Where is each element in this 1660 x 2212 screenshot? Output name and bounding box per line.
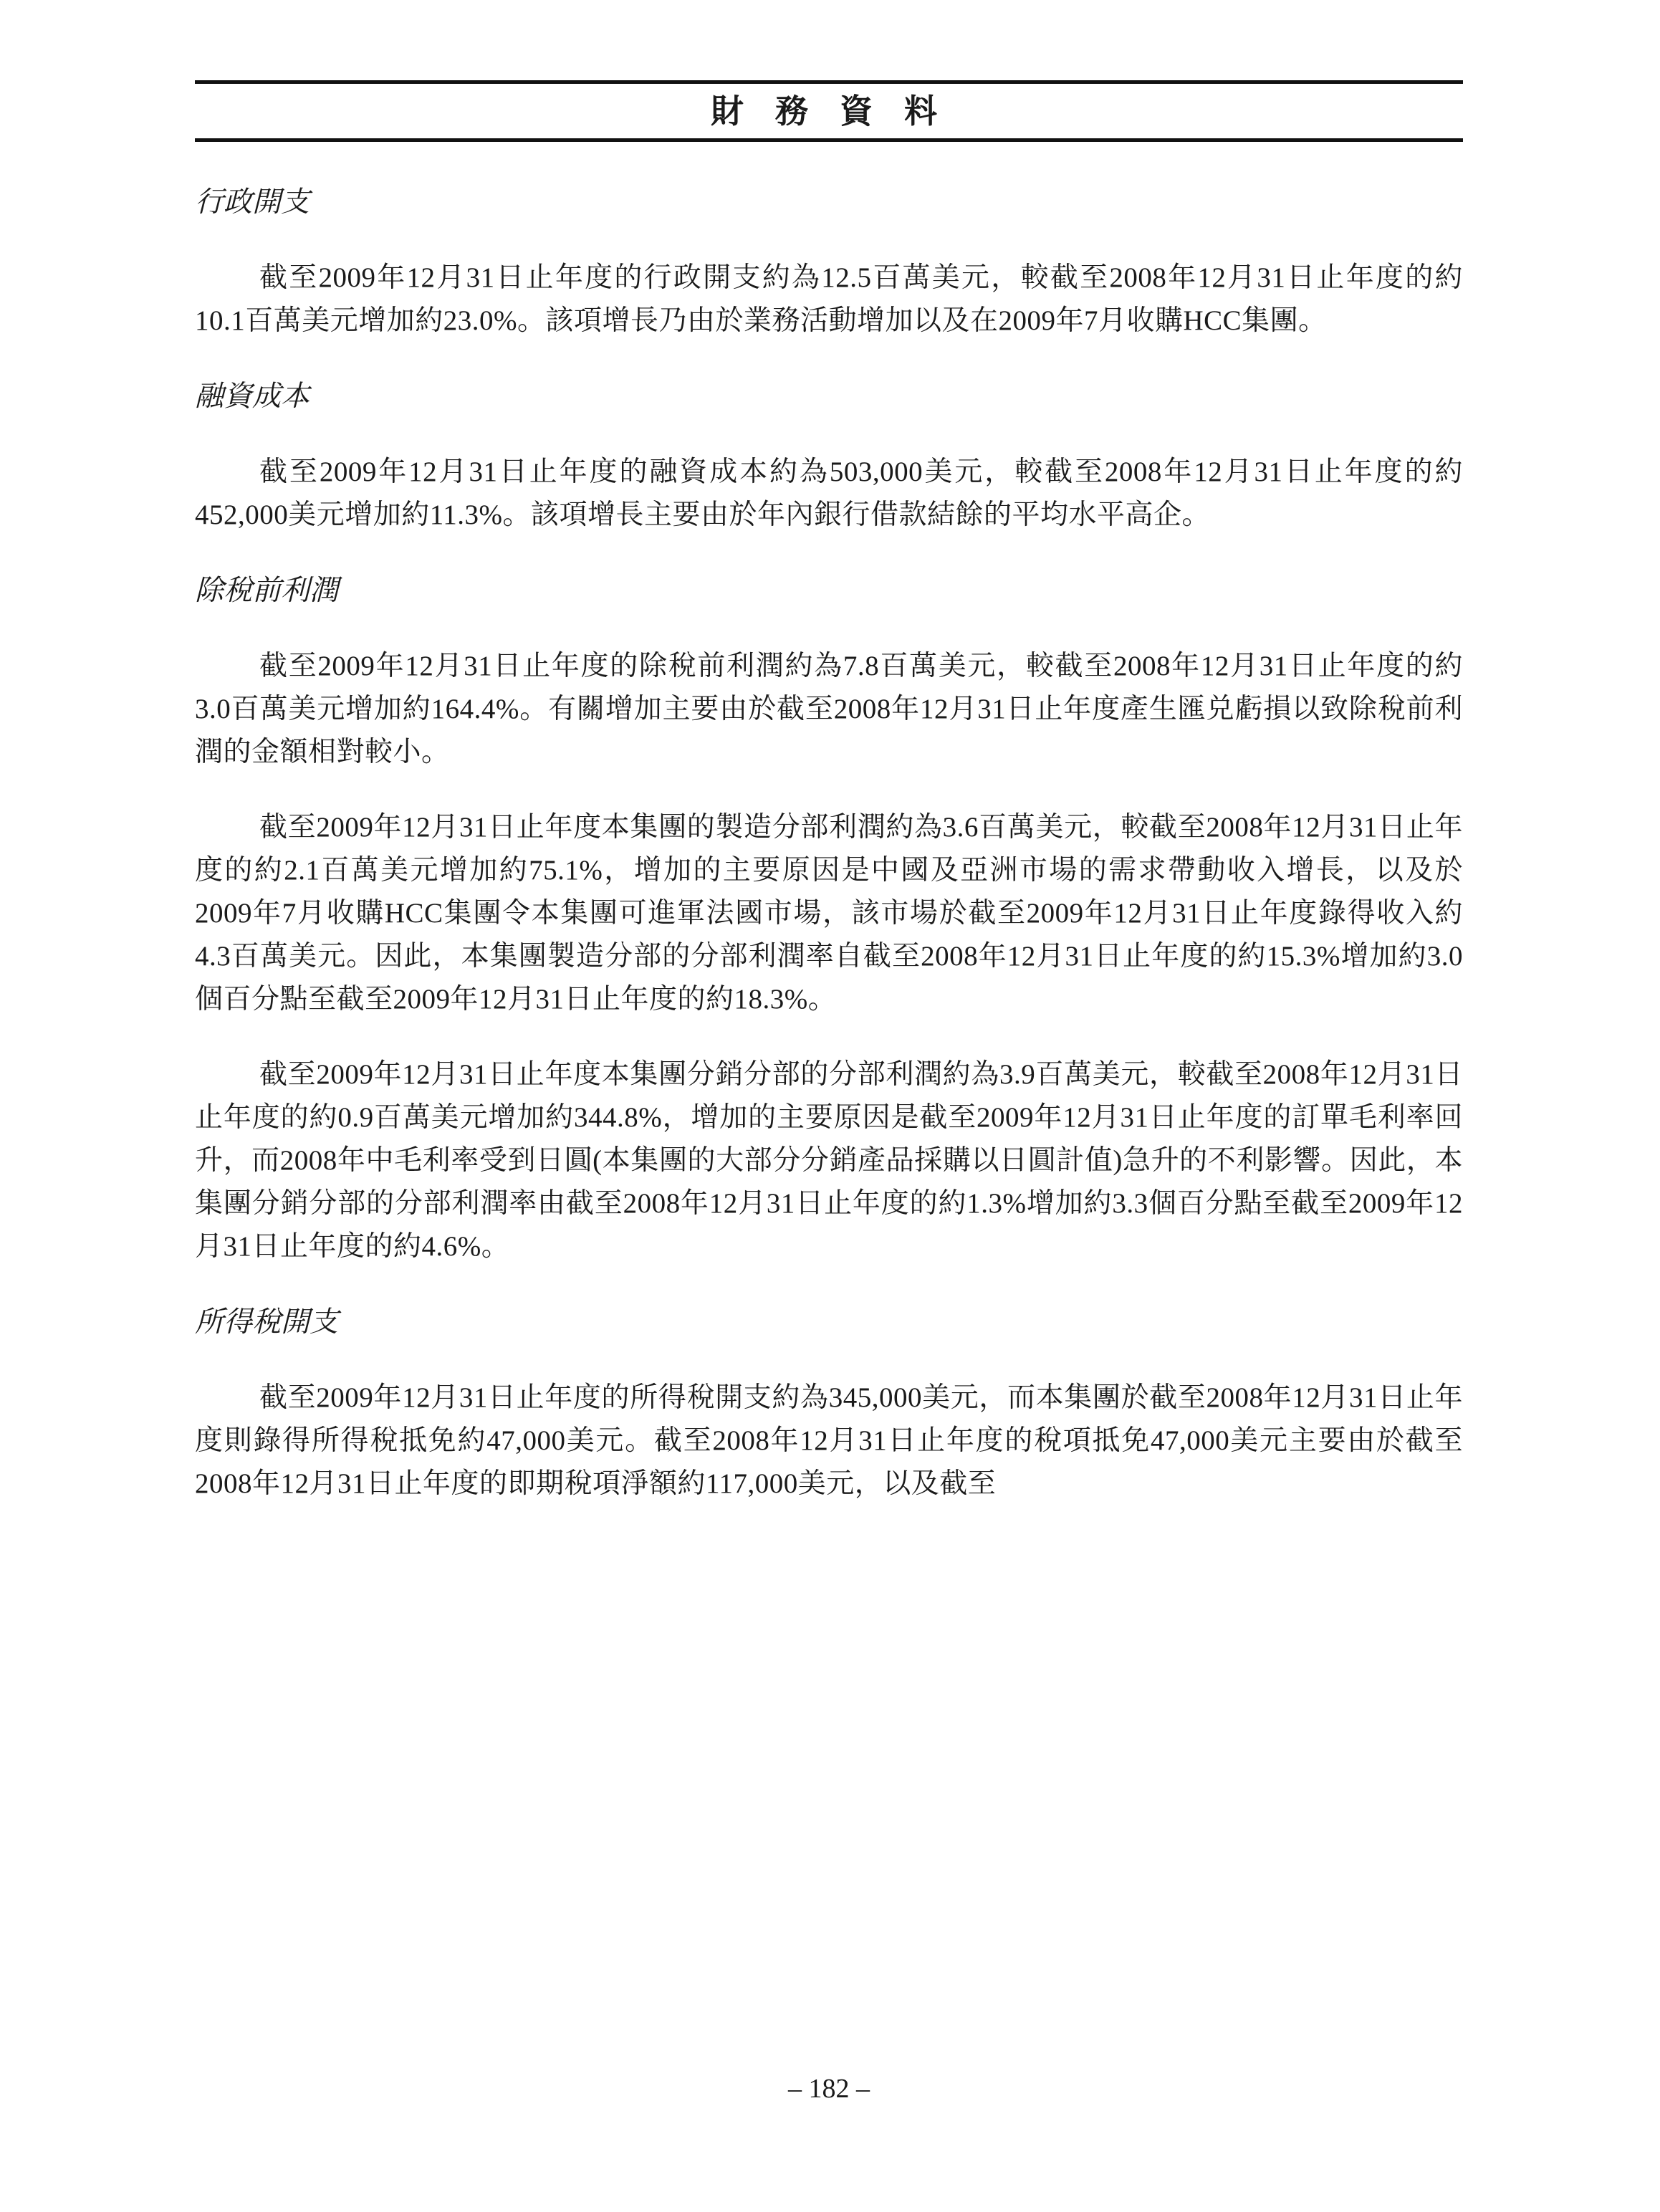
section-heading-income-tax: 所得稅開支 [195, 1306, 338, 1339]
section-heading-finance-costs: 融資成本 [195, 380, 310, 413]
section-heading-profit-before-tax: 除稅前利潤 [195, 574, 338, 607]
document-page [195, 0, 1463, 2212]
page-number: – 182 – [788, 2074, 870, 2104]
page-title: 財 務 資 料 [710, 92, 948, 130]
paragraph-distribution-segment: 截至2009年12月31日止年度本集團分銷分部的分部利潤約為3.9百萬美元，較截至2008年12月31日止年度的約0.9百萬美元增加約344.8%，增加的主要原因是截至2009年12月31日止年度的訂單毛利率回升，而2008年中毛利率受到日圓(本集團的大部分分銷產品採購以日圓計值)急升的不利影響。因此，本集團分銷分部的分部利潤率由截至2008年12月31日止年度的約1.3%增加約3.3個百分點至截至2009年12月31日止年度的約4.6%。 [195, 1059, 1463, 1262]
paragraph-income-tax: 截至2009年12月31日止年度的所得稅開支約為345,000美元，而本集團於截至2008年12月31日止年度則錄得所得稅抵免約47,000美元。截至2008年12月31日止年度的稅項抵免47,000美元主要由於截至2008年12月31日止年度的即期稅項淨額約117,000美元，以及截至 [195, 1382, 1463, 1499]
section-heading-admin-expenses: 行政開支 [195, 186, 310, 219]
paragraph-admin-expenses: 截至2009年12月31日止年度的行政開支約為12.5百萬美元，較截至2008年12月31日止年度的約10.1百萬美元增加約23.0%。該項增長乃由於業務活動增加以及在2009年7月收購HCC集團。 [195, 262, 1463, 336]
document-body [195, 181, 1463, 1505]
paragraph-manufacturing-segment: 截至2009年12月31日止年度本集團的製造分部利潤約為3.6百萬美元，較截至2008年12月31日止年度的約2.1百萬美元增加約75.1%，增加的主要原因是中國及亞洲市場的需求帶動收入增長，以及於2009年7月收購HCC集團令本集團可進軍法國市場，該市場於截至2009年12月31日止年度錄得收入約4.3百萬美元。因此，本集團製造分部的分部利潤率自截至2008年12月31日止年度的約15.3%增加約3.0個百分點至截至2009年12月31日止年度的約18.3%。 [195, 812, 1463, 1015]
header-top-rule [195, 80, 1463, 84]
paragraph-profit-before-tax: 截至2009年12月31日止年度的除稅前利潤約為7.8百萬美元，較截至2008年12月31日止年度的約3.0百萬美元增加約164.4%。有關增加主要由於截至2008年12月31日止年度產生匯兑虧損以致除稅前利潤的金額相對較小。 [195, 651, 1463, 767]
header-bottom-rule [195, 138, 1463, 142]
paragraph-finance-costs: 截至2009年12月31日止年度的融資成本約為503,000美元，較截至2008年12月31日止年度的約452,000美元增加約11.3%。該項增長主要由於年內銀行借款結餘的平均水平高企。 [195, 456, 1463, 530]
